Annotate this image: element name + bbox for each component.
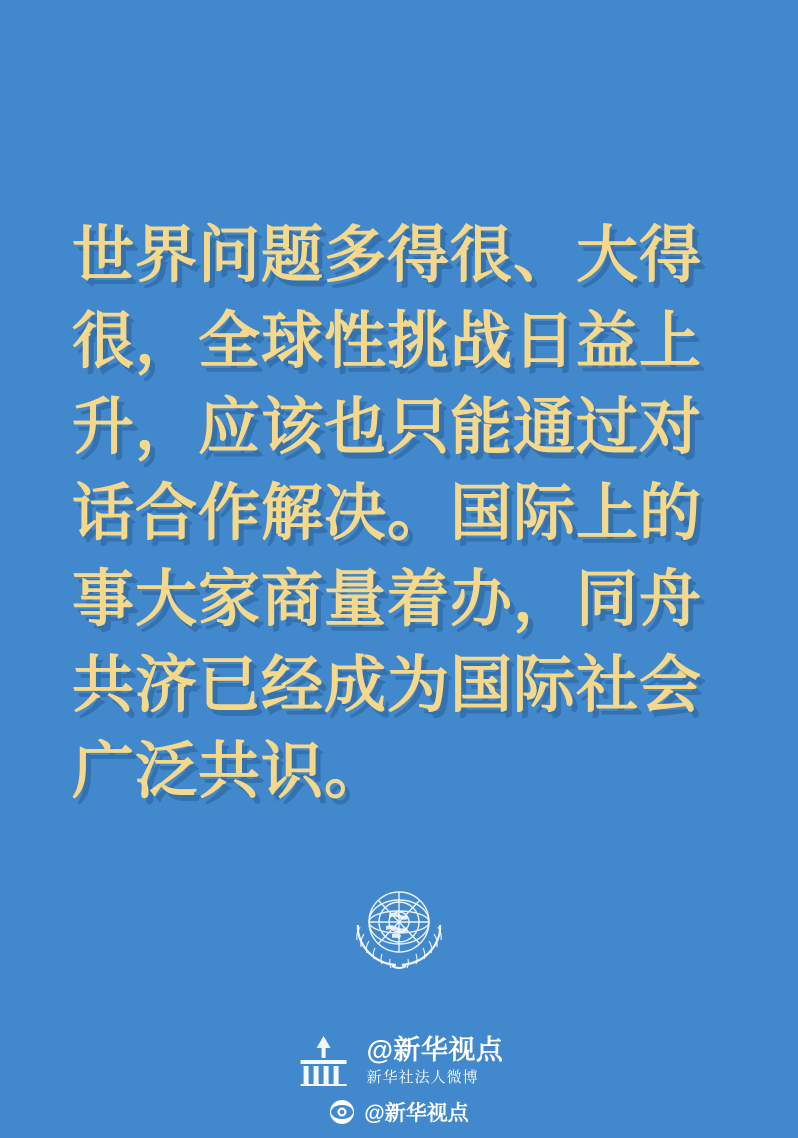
xinhua-logo-icon xyxy=(295,1032,353,1090)
quote-text: 世界问题多得很、大得很，全球性挑战日益上升，应该也只能通过对话合作解决。国际上的事大家商量着办，同舟共济已经成为国际社会广泛共识。 xyxy=(72,218,703,807)
united-nations-emblem-icon xyxy=(334,870,464,990)
weibo-account-name: @新华视点 xyxy=(364,1102,469,1125)
publisher-handle: @新华视点 xyxy=(366,1035,504,1065)
publisher-logo-row xyxy=(295,1032,504,1090)
weibo-footer-bar xyxy=(0,1086,798,1138)
publisher-text-block xyxy=(367,1037,504,1085)
weibo-eye-icon xyxy=(329,1099,355,1125)
publisher-subtitle: 新华社法人微博 xyxy=(366,1069,479,1086)
